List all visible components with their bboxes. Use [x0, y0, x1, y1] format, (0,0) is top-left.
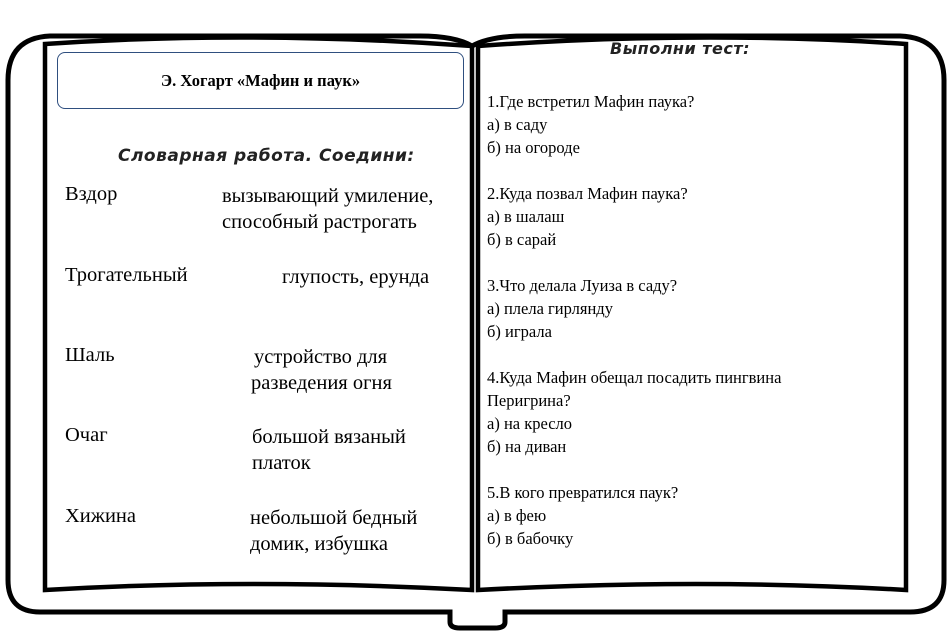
vocab-definition: вызывающий умиление, способный растрогать [222, 185, 434, 233]
test-heading: Выполни тест: [610, 39, 751, 58]
vocab-definition: устройство для разведения огня [251, 346, 392, 394]
test-question: 1.Где встретил Мафин паука? а) в саду б) на огороде [487, 92, 695, 157]
vocab-definition: большой вязаный платок [252, 426, 406, 474]
test-question: 2.Куда позвал Мафин паука? а) в шалаш б) в сарай [487, 184, 688, 249]
vocab-definition: небольшой бедный домик, избушка [250, 507, 418, 555]
test-question: 5.В кого превратился паук? а) в фею б) в бабочку [487, 483, 679, 548]
test-question: 4.Куда Мафин обещал посадить пингвина Перигрина? а) на кресло б) на диван [487, 368, 782, 456]
vocab-word: Шаль [65, 344, 115, 366]
vocab-word: Хижина [65, 505, 136, 527]
vocab-word: Вздор [65, 183, 118, 205]
test-question: 3.Что делала Луиза в саду? а) плела гирлянду б) играла [487, 276, 678, 341]
vocab-definition: глупость, ерунда [282, 266, 430, 288]
vocab-word: Трогательный [65, 264, 188, 286]
story-title: Э. Хогарт «Мафин и паук» [57, 52, 464, 109]
vocab-word: Очаг [65, 424, 108, 446]
vocabulary-heading: Словарная работа. Соедини: [118, 146, 415, 166]
